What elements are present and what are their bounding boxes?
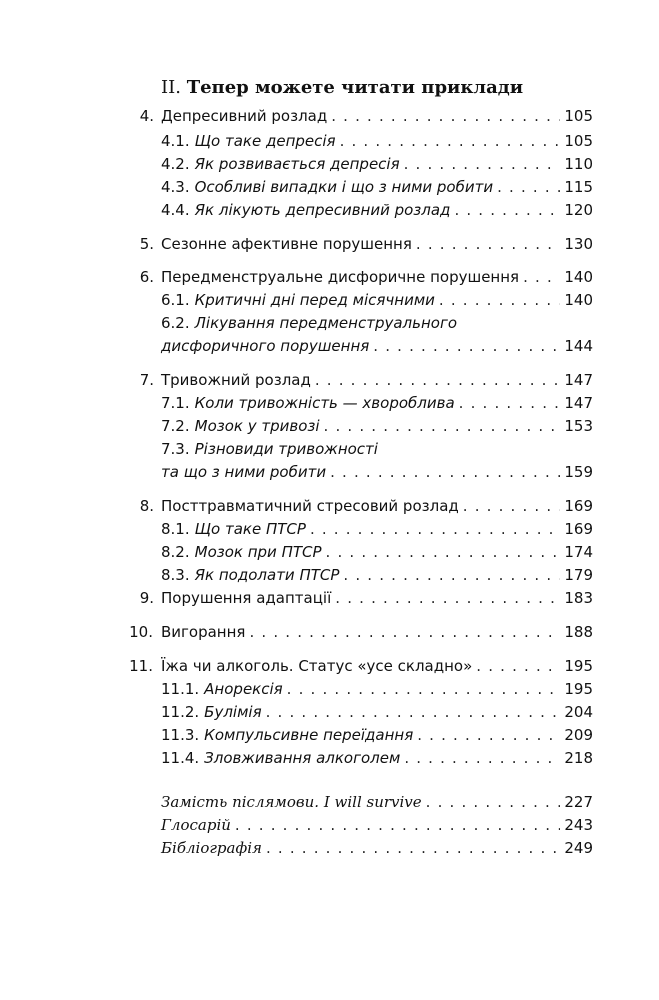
section-title: Як подолати ПТСР — [194, 566, 340, 584]
back-matter-title: Глосарій — [161, 816, 231, 834]
section-title: Булімія — [204, 703, 262, 721]
section-number: 7.1. — [161, 394, 190, 412]
section-title: Зловживання алкоголем — [204, 749, 401, 767]
page-number: 169 — [564, 497, 593, 515]
dot-leader — [340, 129, 561, 153]
page-number: 147 — [564, 371, 593, 389]
page-number: 195 — [564, 657, 593, 675]
page-number: 169 — [564, 520, 593, 538]
section-title: Компульсивне переїдання — [204, 726, 414, 744]
section-number: 11.2. — [161, 703, 200, 721]
page-number: 218 — [564, 749, 593, 767]
section-number: 4.4. — [161, 201, 190, 219]
section-number: 8.3. — [161, 566, 190, 584]
section-title: Мозок у тривозі — [194, 417, 320, 435]
dot-leader — [476, 654, 560, 678]
page-number: 174 — [564, 543, 593, 561]
dot-leader — [287, 677, 561, 701]
page-number: 188 — [564, 623, 593, 641]
dot-leader — [249, 620, 560, 644]
page-number: 140 — [564, 268, 593, 286]
section-number: 8.2. — [161, 543, 190, 561]
section-number: 11.4. — [161, 749, 200, 767]
chapter-number: 6. — [139, 268, 154, 286]
page-number: 159 — [564, 463, 593, 481]
section-number: 7.3. — [161, 440, 190, 458]
section-title: Що таке депресія — [194, 132, 336, 150]
toc-entry[interactable] — [161, 700, 593, 724]
toc-entry[interactable] — [135, 368, 593, 392]
dot-leader — [459, 391, 561, 415]
toc-entry-glossary[interactable] — [161, 813, 593, 837]
page-number: 147 — [564, 394, 593, 412]
toc-entry[interactable] — [161, 563, 593, 587]
dot-leader — [463, 494, 561, 518]
page-number: 209 — [564, 726, 593, 744]
page-number: 243 — [564, 816, 593, 834]
dot-leader — [454, 198, 560, 222]
dot-leader — [417, 723, 560, 747]
page-number: 120 — [564, 201, 593, 219]
section-number: 8.1. — [161, 520, 190, 538]
chapter-number: 8. — [139, 497, 154, 515]
chapter-title: Порушення адаптації — [161, 589, 332, 607]
page-number: 227 — [564, 793, 593, 811]
dot-leader — [416, 232, 560, 256]
dot-leader — [331, 104, 560, 128]
page-number: 115 — [564, 178, 593, 196]
chapter-number: 9. — [139, 589, 154, 607]
toc-entry[interactable] — [161, 517, 593, 541]
page-number: 105 — [564, 132, 593, 150]
section-title: Мозок при ПТСР — [194, 543, 322, 561]
page-number: 130 — [564, 235, 593, 253]
toc-entry[interactable] — [161, 391, 593, 415]
page-number: 179 — [564, 566, 593, 584]
toc-entry[interactable] — [127, 654, 593, 678]
toc-entry[interactable] — [161, 175, 593, 199]
toc-entry-line[interactable] — [161, 311, 593, 335]
section-title: Що таке ПТСР — [194, 520, 306, 538]
part-heading — [161, 76, 523, 100]
toc-entry[interactable] — [161, 129, 593, 153]
section-number: 4.1. — [161, 132, 190, 150]
toc-entry[interactable] — [135, 265, 593, 289]
back-matter-title: Бібліографія — [161, 839, 262, 857]
toc-entry-line[interactable] — [161, 437, 593, 461]
toc-entry[interactable] — [135, 586, 593, 610]
section-title: Критичні дні перед місячними — [194, 291, 435, 309]
page-number: 153 — [564, 417, 593, 435]
dot-leader — [404, 152, 561, 176]
toc-entry[interactable] — [161, 460, 593, 484]
dot-leader — [497, 175, 560, 199]
section-number: 11.1. — [161, 680, 200, 698]
section-title: Коли тривожність — хворобливa — [194, 394, 455, 412]
chapter-number: 5. — [139, 235, 154, 253]
toc-entry[interactable] — [127, 620, 593, 644]
dot-leader — [523, 265, 560, 289]
toc-entry[interactable] — [135, 494, 593, 518]
chapter-title: Їжа чи алкоголь. Статус «усе складно» — [161, 657, 473, 675]
dot-leader — [343, 563, 560, 587]
dot-leader — [335, 586, 560, 610]
page-number: 249 — [564, 839, 593, 857]
toc-entry[interactable] — [161, 152, 593, 176]
page-number: 204 — [564, 703, 593, 721]
page-number: 110 — [564, 155, 593, 173]
toc-entry-afterword[interactable] — [161, 790, 593, 814]
section-number: 4.2. — [161, 155, 190, 173]
dot-leader — [266, 836, 560, 860]
toc-entry[interactable] — [161, 540, 593, 564]
dot-leader — [404, 746, 560, 770]
toc-entry[interactable] — [161, 723, 593, 747]
page-number: 144 — [564, 337, 593, 355]
chapter-title: Сезонне афективне порушення — [161, 235, 412, 253]
toc-entry[interactable] — [161, 677, 593, 701]
toc-entry[interactable] — [161, 414, 593, 438]
section-title: Лікування передменструального — [194, 314, 458, 332]
toc-entry[interactable] — [161, 288, 593, 312]
section-number: 7.2. — [161, 417, 190, 435]
chapter-number: 7. — [139, 371, 154, 389]
chapter-title: Передменструальне дисфоричне порушення — [161, 268, 520, 286]
chapter-title: Посттравматичний стресовий розлад — [161, 497, 459, 515]
section-number: 6.1. — [161, 291, 190, 309]
chapter-number: 10. — [129, 623, 153, 641]
chapter-title: Депресивний розлад — [161, 107, 328, 125]
dot-leader — [235, 813, 560, 837]
dot-leader — [439, 288, 560, 312]
part-numeral: II. — [161, 77, 181, 98]
dot-leader — [310, 517, 560, 541]
page-number: 195 — [564, 680, 593, 698]
section-title: Як лікують депресивний розлад — [194, 201, 451, 219]
toc-entry[interactable] — [135, 232, 593, 256]
dot-leader — [330, 460, 560, 484]
section-title-continued: дисфоричного порушення — [161, 337, 370, 355]
part-title: Тепер можете читати приклади — [186, 77, 524, 98]
section-title: Різновиди тривожності — [194, 440, 378, 458]
page-number: 105 — [564, 107, 593, 125]
section-title-continued: та що з ними робити — [161, 463, 327, 481]
section-title: Особливі випадки і що з ними робити — [194, 178, 494, 196]
toc-entry[interactable] — [161, 746, 593, 770]
toc-entry-bibliography[interactable] — [161, 836, 593, 860]
dot-leader — [326, 540, 561, 564]
chapter-title: Вигорання — [161, 623, 246, 641]
section-number: 6.2. — [161, 314, 190, 332]
page-number: 140 — [564, 291, 593, 309]
section-number: 11.3. — [161, 726, 200, 744]
dot-leader — [324, 414, 561, 438]
toc-entry[interactable] — [135, 104, 593, 128]
toc-entry[interactable] — [161, 198, 593, 222]
page-number: 183 — [564, 589, 593, 607]
chapter-number: 11. — [129, 657, 153, 675]
back-matter-title: Замість післямови. I will survive — [161, 793, 422, 811]
dot-leader — [373, 334, 560, 358]
section-number: 4.3. — [161, 178, 190, 196]
dot-leader — [266, 700, 561, 724]
chapter-number: 4. — [139, 107, 154, 125]
section-title: Анорексія — [204, 680, 283, 698]
chapter-title: Тривожний розлад — [161, 371, 311, 389]
toc-entry[interactable] — [161, 334, 593, 358]
dot-leader — [315, 368, 560, 392]
section-title: Як розвивається депресія — [194, 155, 400, 173]
dot-leader — [426, 790, 561, 814]
